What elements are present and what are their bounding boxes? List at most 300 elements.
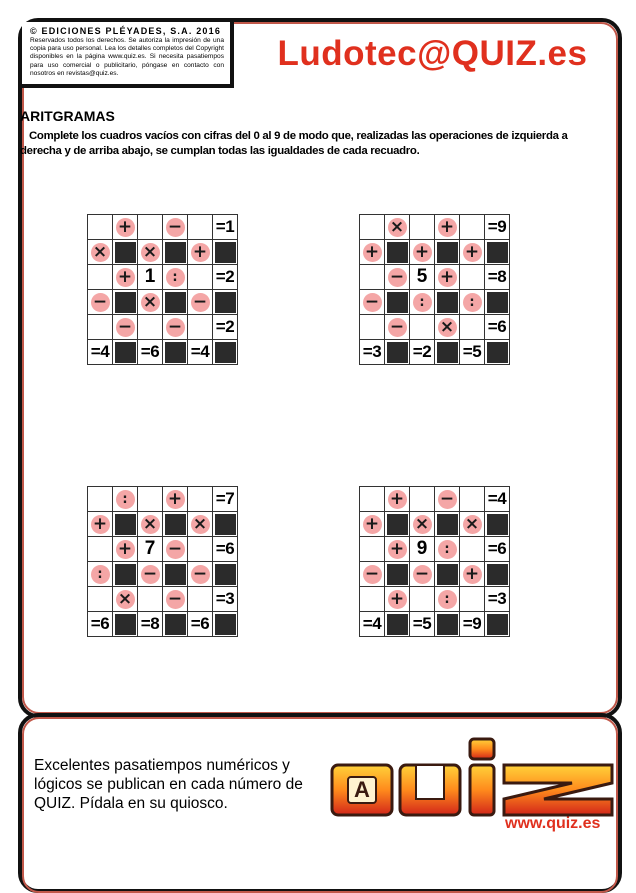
instructions xyxy=(20,129,600,159)
empty-cell[interactable] xyxy=(88,265,113,290)
grid-cell xyxy=(88,512,113,537)
black-block xyxy=(437,514,458,535)
plus-operator: + xyxy=(388,490,407,509)
minus-operator: − xyxy=(116,318,135,337)
plus-operator: + xyxy=(116,540,135,559)
plus-operator: + xyxy=(413,243,432,262)
puzzle-grid xyxy=(359,214,510,365)
grid-cell xyxy=(163,315,188,340)
puzzle-4 xyxy=(359,486,510,637)
grid-cell xyxy=(138,340,163,365)
grid-cell xyxy=(138,612,163,637)
minus-operator: − xyxy=(191,565,210,584)
minus-operator: − xyxy=(363,565,382,584)
grid-cell xyxy=(435,512,460,537)
black-block xyxy=(487,342,508,363)
plus-operator: + xyxy=(166,490,185,509)
empty-cell[interactable] xyxy=(188,587,213,612)
black-block xyxy=(115,292,136,313)
result-label: =6 xyxy=(487,539,507,558)
grid-cell xyxy=(163,587,188,612)
black-block xyxy=(487,242,508,263)
grid-cell xyxy=(113,265,138,290)
grid-cell xyxy=(485,487,510,512)
empty-cell[interactable] xyxy=(88,537,113,562)
grid-cell xyxy=(188,340,213,365)
result-label: =6 xyxy=(215,539,235,558)
black-block xyxy=(487,292,508,313)
grid-cell xyxy=(385,562,410,587)
empty-cell[interactable] xyxy=(460,537,485,562)
result-label: =4 xyxy=(190,342,210,361)
grid-cell xyxy=(435,265,460,290)
grid-row xyxy=(360,512,510,537)
divide-operator: : xyxy=(438,540,457,559)
times-operator: × xyxy=(116,590,135,609)
grid-cell xyxy=(163,265,188,290)
black-block xyxy=(115,342,136,363)
grid-cell xyxy=(188,240,213,265)
black-block xyxy=(487,564,508,585)
grid-cell xyxy=(188,612,213,637)
grid-cell xyxy=(113,315,138,340)
grid-cell xyxy=(213,265,238,290)
times-operator: × xyxy=(463,515,482,534)
grid-cell xyxy=(435,215,460,240)
black-block xyxy=(115,614,136,635)
brand-logo-text: Ludotec@QUIZ.es xyxy=(277,34,588,73)
result-label: =4 xyxy=(362,614,382,633)
black-block xyxy=(437,292,458,313)
grid-cell xyxy=(385,215,410,240)
minus-operator: − xyxy=(438,490,457,509)
plus-operator: + xyxy=(438,268,457,287)
grid-cell xyxy=(188,290,213,315)
empty-cell[interactable] xyxy=(460,265,485,290)
instructions-line-1: Complete los cuadros vacíos con cifras del 0 al 9 de modo que, realizadas las operaciones de izquierda a xyxy=(29,130,568,142)
grid-cell xyxy=(213,240,238,265)
grid-cell xyxy=(113,340,138,365)
grid-row xyxy=(88,290,238,315)
puzzle-grid xyxy=(359,486,510,637)
grid-cell xyxy=(113,562,138,587)
grid-cell xyxy=(138,265,163,290)
grid-cell xyxy=(485,562,510,587)
grid-row xyxy=(88,562,238,587)
times-operator: × xyxy=(141,515,160,534)
plus-operator: + xyxy=(463,243,482,262)
black-block xyxy=(437,614,458,635)
grid-row xyxy=(360,562,510,587)
grid-cell xyxy=(213,612,238,637)
grid-cell xyxy=(138,290,163,315)
grid-row xyxy=(88,340,238,365)
empty-cell[interactable] xyxy=(88,315,113,340)
grid-cell xyxy=(410,512,435,537)
grid-cell xyxy=(138,562,163,587)
minus-operator: − xyxy=(166,590,185,609)
times-operator: × xyxy=(191,515,210,534)
grid-cell xyxy=(213,290,238,315)
empty-cell[interactable] xyxy=(138,487,163,512)
times-operator: × xyxy=(438,318,457,337)
grid-row xyxy=(360,240,510,265)
grid-cell xyxy=(163,562,188,587)
empty-cell[interactable] xyxy=(460,215,485,240)
grid-cell xyxy=(385,340,410,365)
black-block xyxy=(165,342,186,363)
section-title: ARITGRAMAS xyxy=(20,108,115,124)
grid-cell xyxy=(385,587,410,612)
empty-cell[interactable] xyxy=(188,537,213,562)
grid-cell xyxy=(485,265,510,290)
result-label: =5 xyxy=(462,342,482,361)
minus-operator: − xyxy=(191,293,210,312)
grid-cell xyxy=(188,562,213,587)
grid-cell xyxy=(113,215,138,240)
result-label: =4 xyxy=(90,342,110,361)
black-block xyxy=(215,292,236,313)
black-block xyxy=(215,564,236,585)
grid-row xyxy=(88,537,238,562)
minus-operator: − xyxy=(166,318,185,337)
grid-cell xyxy=(88,240,113,265)
quiz-logo xyxy=(330,733,618,825)
puzzle-3 xyxy=(87,486,238,637)
grid-cell xyxy=(435,290,460,315)
empty-cell[interactable] xyxy=(410,487,435,512)
black-block xyxy=(165,292,186,313)
grid-cell xyxy=(213,512,238,537)
grid-cell xyxy=(163,487,188,512)
result-label: =8 xyxy=(487,267,507,286)
grid-cell xyxy=(460,240,485,265)
grid-cell xyxy=(213,215,238,240)
minus-operator: − xyxy=(141,565,160,584)
grid-row xyxy=(88,240,238,265)
grid-cell xyxy=(460,290,485,315)
black-block xyxy=(165,242,186,263)
black-block xyxy=(437,342,458,363)
result-label: =3 xyxy=(215,589,235,608)
result-label: =6 xyxy=(90,614,110,633)
empty-cell[interactable] xyxy=(360,587,385,612)
black-block xyxy=(215,242,236,263)
grid-cell xyxy=(485,612,510,637)
grid-cell xyxy=(163,340,188,365)
grid-row xyxy=(88,512,238,537)
empty-cell[interactable] xyxy=(410,587,435,612)
grid-cell xyxy=(460,612,485,637)
given-digit: 5 xyxy=(416,266,428,287)
result-label: =9 xyxy=(487,217,507,236)
times-operator: × xyxy=(141,243,160,262)
puzzle-1 xyxy=(87,214,238,365)
plus-operator: + xyxy=(191,243,210,262)
grid-cell xyxy=(88,562,113,587)
grid-cell xyxy=(410,240,435,265)
result-label: =8 xyxy=(140,614,160,633)
grid-cell xyxy=(385,487,410,512)
plus-operator: + xyxy=(463,565,482,584)
puzzle-2 xyxy=(359,214,510,365)
divide-operator: : xyxy=(91,565,110,584)
grid-cell xyxy=(485,537,510,562)
grid-cell xyxy=(460,340,485,365)
times-operator: × xyxy=(413,515,432,534)
minus-operator: − xyxy=(166,218,185,237)
puzzle-grid xyxy=(87,214,238,365)
empty-cell[interactable] xyxy=(360,215,385,240)
grid-row xyxy=(360,587,510,612)
minus-operator: − xyxy=(413,565,432,584)
grid-cell xyxy=(485,315,510,340)
black-block xyxy=(165,514,186,535)
grid-cell xyxy=(460,562,485,587)
empty-cell[interactable] xyxy=(360,265,385,290)
grid-cell xyxy=(410,537,435,562)
black-block xyxy=(165,564,186,585)
minus-operator: − xyxy=(388,318,407,337)
grid-cell xyxy=(113,487,138,512)
plus-operator: + xyxy=(363,243,382,262)
plus-operator: + xyxy=(388,590,407,609)
grid-cell xyxy=(435,487,460,512)
grid-cell xyxy=(485,215,510,240)
grid-cell xyxy=(113,240,138,265)
grid-cell xyxy=(385,612,410,637)
grid-cell xyxy=(360,240,385,265)
grid-cell xyxy=(435,315,460,340)
grid-cell xyxy=(385,290,410,315)
plus-operator: + xyxy=(91,515,110,534)
grid-cell xyxy=(485,587,510,612)
empty-cell[interactable] xyxy=(410,315,435,340)
grid-row xyxy=(360,340,510,365)
grid-row xyxy=(360,290,510,315)
result-label: =6 xyxy=(140,342,160,361)
plus-operator: + xyxy=(116,218,135,237)
black-block xyxy=(387,342,408,363)
grid-row xyxy=(360,487,510,512)
grid-cell xyxy=(188,512,213,537)
black-block xyxy=(215,514,236,535)
grid-row xyxy=(88,487,238,512)
grid-cell xyxy=(213,562,238,587)
grid-row xyxy=(88,612,238,637)
grid-cell xyxy=(113,290,138,315)
instructions-line-2: derecha y de arriba abajo, se cumplan todas las igualdades de cada recuadro. xyxy=(20,145,420,157)
grid-cell xyxy=(435,240,460,265)
result-label: =2 xyxy=(215,267,235,286)
divide-operator: : xyxy=(116,490,135,509)
given-digit: 9 xyxy=(416,538,428,559)
grid-row xyxy=(88,265,238,290)
result-label: =6 xyxy=(190,614,210,633)
black-block xyxy=(487,514,508,535)
grid-cell xyxy=(385,240,410,265)
empty-cell[interactable] xyxy=(188,215,213,240)
grid-row xyxy=(88,215,238,240)
black-block xyxy=(115,564,136,585)
black-block xyxy=(115,514,136,535)
grid-cell xyxy=(163,537,188,562)
empty-cell[interactable] xyxy=(460,487,485,512)
grid-cell xyxy=(113,612,138,637)
grid-cell xyxy=(410,265,435,290)
divide-operator: : xyxy=(463,293,482,312)
black-block xyxy=(165,614,186,635)
grid-cell xyxy=(138,512,163,537)
black-block xyxy=(387,514,408,535)
grid-cell xyxy=(385,265,410,290)
empty-cell[interactable] xyxy=(360,487,385,512)
empty-cell[interactable] xyxy=(188,265,213,290)
result-label: =2 xyxy=(215,317,235,336)
divide-operator: : xyxy=(166,268,185,287)
grid-cell xyxy=(138,537,163,562)
result-label: =3 xyxy=(487,589,507,608)
black-block xyxy=(215,614,236,635)
grid-cell xyxy=(360,290,385,315)
given-digit: 1 xyxy=(144,266,156,287)
grid-cell xyxy=(113,537,138,562)
grid-cell xyxy=(360,512,385,537)
times-operator: × xyxy=(141,293,160,312)
website-link[interactable]: www.quiz.es xyxy=(505,815,601,832)
result-label: =4 xyxy=(487,489,507,508)
given-digit: 7 xyxy=(144,538,156,559)
result-label: =2 xyxy=(412,342,432,361)
divide-operator: : xyxy=(413,293,432,312)
grid-cell xyxy=(460,512,485,537)
grid-cell xyxy=(485,240,510,265)
grid-row xyxy=(360,612,510,637)
grid-cell xyxy=(213,340,238,365)
result-label: =1 xyxy=(215,217,235,236)
result-label: =9 xyxy=(462,614,482,633)
grid-cell xyxy=(385,537,410,562)
grid-cell xyxy=(213,315,238,340)
grid-cell xyxy=(163,612,188,637)
black-block xyxy=(437,564,458,585)
grid-row xyxy=(360,315,510,340)
grid-cell xyxy=(138,240,163,265)
grid-cell xyxy=(163,215,188,240)
empty-cell[interactable] xyxy=(88,487,113,512)
black-block xyxy=(115,242,136,263)
grid-cell xyxy=(113,587,138,612)
grid-cell xyxy=(385,315,410,340)
grid-cell xyxy=(435,612,460,637)
grid-cell xyxy=(360,612,385,637)
grid-cell xyxy=(435,587,460,612)
grid-cell xyxy=(163,290,188,315)
black-block xyxy=(437,242,458,263)
grid-cell xyxy=(410,340,435,365)
empty-cell[interactable] xyxy=(138,587,163,612)
copyright-text: Reservados todos los derechos. Se autoriza la impresión de una copia para uso personal. Lea los detalles completos del Copyright disponibles en la página www.quiz.es. Si necesita pasatiempos para uso comercial o publicitario, póngase en contacto con nosotros en revistas@quiz.es. xyxy=(30,37,224,77)
minus-operator: − xyxy=(388,268,407,287)
black-block xyxy=(487,614,508,635)
grid-row xyxy=(88,587,238,612)
grid-cell xyxy=(113,512,138,537)
grid-cell xyxy=(88,290,113,315)
empty-cell[interactable] xyxy=(88,587,113,612)
grid-cell xyxy=(163,240,188,265)
black-block xyxy=(387,292,408,313)
grid-cell xyxy=(485,290,510,315)
grid-cell xyxy=(213,487,238,512)
empty-cell[interactable] xyxy=(360,315,385,340)
empty-cell[interactable] xyxy=(138,315,163,340)
grid-cell xyxy=(485,340,510,365)
grid-cell xyxy=(360,562,385,587)
divide-operator: : xyxy=(438,590,457,609)
grid-cell xyxy=(435,340,460,365)
result-label: =6 xyxy=(487,317,507,336)
times-operator: × xyxy=(388,218,407,237)
empty-cell[interactable] xyxy=(460,315,485,340)
grid-row xyxy=(360,537,510,562)
plus-operator: + xyxy=(388,540,407,559)
grid-cell xyxy=(410,290,435,315)
empty-cell[interactable] xyxy=(88,215,113,240)
empty-cell[interactable] xyxy=(460,587,485,612)
grid-cell xyxy=(385,512,410,537)
grid-row xyxy=(360,265,510,290)
times-operator: × xyxy=(91,243,110,262)
copyright-title: © EDICIONES PLÉYADES, S.A. 2016 xyxy=(30,26,222,36)
empty-cell[interactable] xyxy=(188,315,213,340)
grid-cell xyxy=(360,340,385,365)
black-block xyxy=(387,564,408,585)
grid-cell xyxy=(485,512,510,537)
plus-operator: + xyxy=(116,268,135,287)
black-block xyxy=(387,242,408,263)
minus-operator: − xyxy=(166,540,185,559)
result-label: =7 xyxy=(215,489,235,508)
minus-operator: − xyxy=(91,293,110,312)
plus-operator: + xyxy=(363,515,382,534)
empty-cell[interactable] xyxy=(410,215,435,240)
copyright-box xyxy=(22,22,234,88)
empty-cell[interactable] xyxy=(138,215,163,240)
grid-cell xyxy=(88,340,113,365)
result-label: =5 xyxy=(412,614,432,633)
empty-cell[interactable] xyxy=(188,487,213,512)
puzzle-grid xyxy=(87,486,238,637)
black-block xyxy=(387,614,408,635)
grid-cell xyxy=(435,562,460,587)
promo-text: Excelentes pasatiempos numéricos y lógicos se publican en cada número de QUIZ. Pídala en su quiosco. xyxy=(34,757,303,812)
grid-cell xyxy=(410,612,435,637)
minus-operator: − xyxy=(363,293,382,312)
grid-cell xyxy=(213,587,238,612)
grid-row xyxy=(360,215,510,240)
grid-cell xyxy=(410,562,435,587)
plus-operator: + xyxy=(438,218,457,237)
grid-cell xyxy=(435,537,460,562)
result-label: =3 xyxy=(362,342,382,361)
grid-cell xyxy=(88,612,113,637)
grid-cell xyxy=(213,537,238,562)
svg-text:A: A xyxy=(354,777,370,802)
empty-cell[interactable] xyxy=(360,537,385,562)
grid-row xyxy=(88,315,238,340)
black-block xyxy=(215,342,236,363)
grid-cell xyxy=(163,512,188,537)
